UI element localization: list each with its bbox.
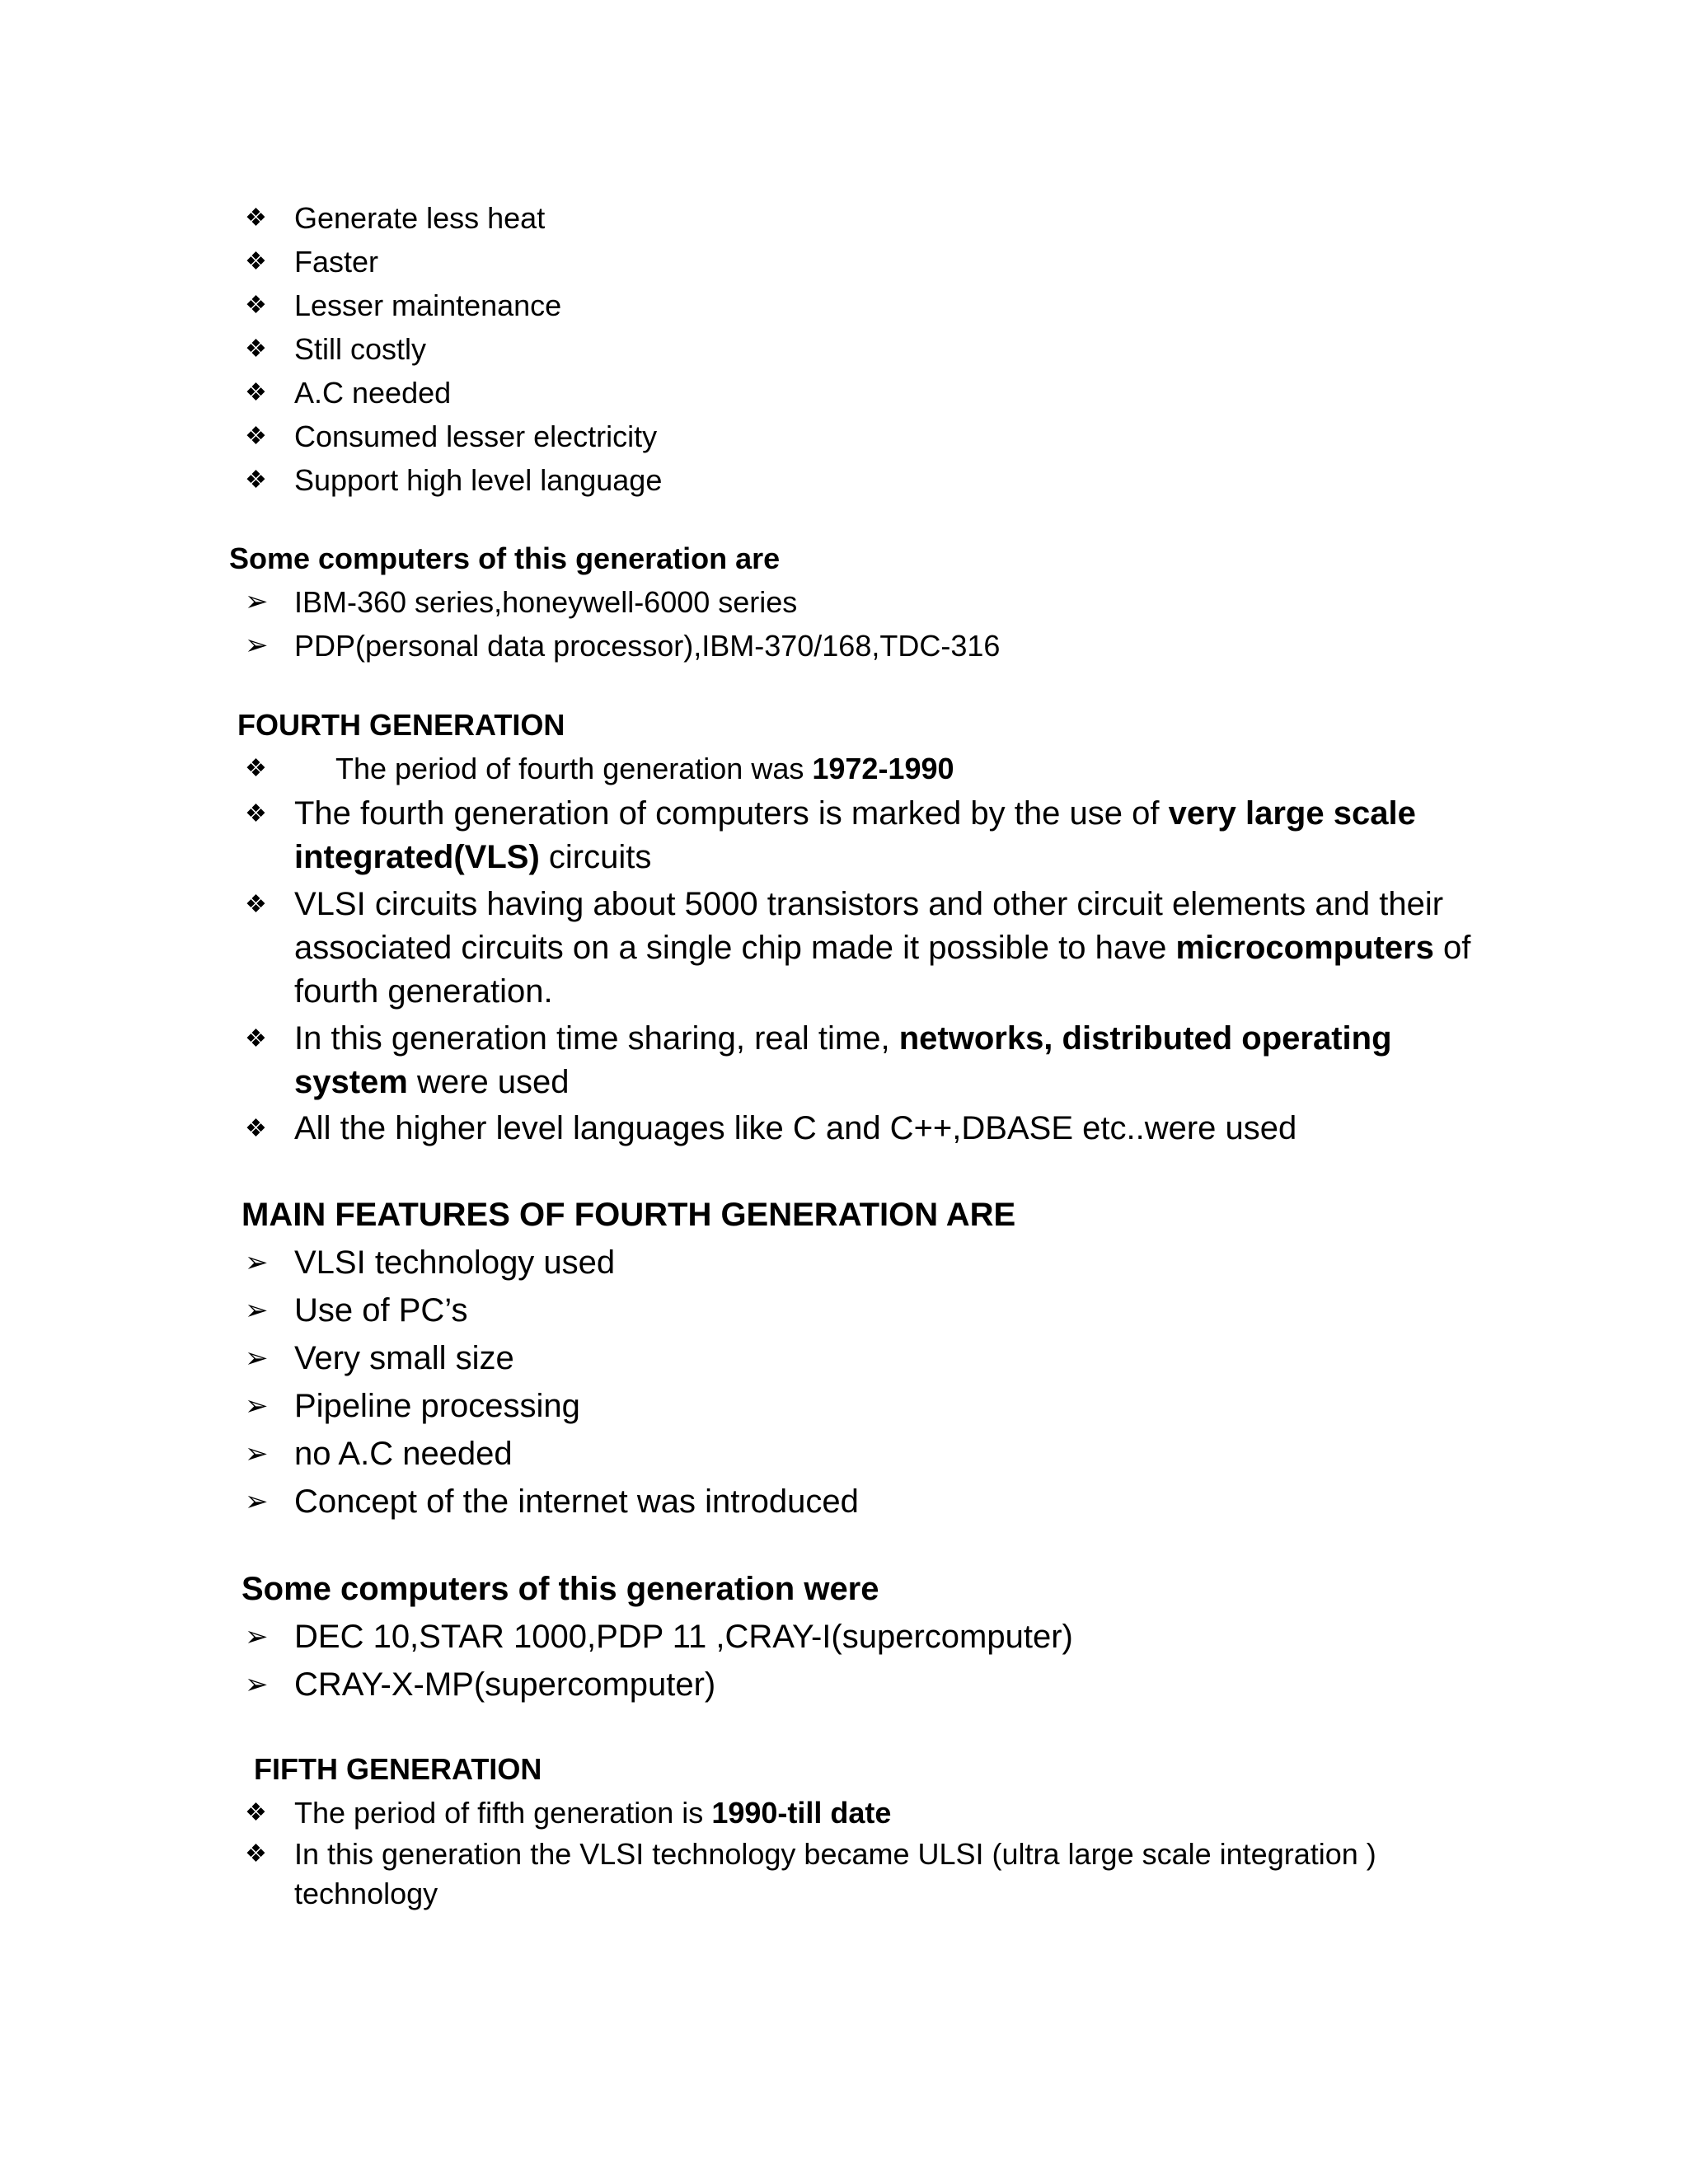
arrow-bullet-icon: ➢ — [245, 1438, 269, 1469]
arrow-bullet-icon: ➢ — [245, 1343, 269, 1374]
diamond-bullet-icon: ❖ — [245, 800, 267, 827]
list-item-text: In this generation the VLSI technology became ULSI (ultra large scale integration ) technology — [294, 1837, 1376, 1910]
list-item-text: DEC 10,STAR 1000,PDP 11 ,CRAY-I(supercomputer) — [294, 1619, 1073, 1655]
diamond-bullet-icon: ❖ — [245, 891, 267, 918]
fourth-computers-list — [245, 1615, 1564, 1714]
diamond-bullet-icon: ❖ — [245, 1840, 267, 1868]
list-item-text: Still costly — [294, 332, 427, 366]
list-item-text: Pipeline processing — [294, 1388, 580, 1424]
diamond-bullet-icon: ❖ — [245, 1799, 267, 1826]
diamond-bullet-icon: ❖ — [245, 248, 267, 275]
arrow-bullet-icon: ➢ — [245, 630, 269, 661]
list-item-text: The period of fourth generation was 1972-1990 — [335, 752, 954, 785]
section-heading: Some computers of this generation were — [241, 1571, 879, 1607]
list-item-text: Faster — [294, 245, 379, 279]
diamond-bullet-icon: ❖ — [245, 292, 267, 319]
list-item-text: The period of fifth generation is 1990-till date — [294, 1796, 892, 1830]
computers-list — [245, 580, 1564, 671]
diamond-bullet-icon: ❖ — [245, 379, 267, 406]
section-heading: FOURTH GENERATION — [237, 708, 565, 742]
list-item-text: Consumed lesser electricity — [294, 419, 658, 453]
diamond-bullet-icon: ❖ — [245, 335, 267, 363]
list-item-text: PDP(personal data processor),IBM-370/168,TDC-316 — [294, 629, 1001, 663]
list-item-text: Lesser maintenance — [294, 288, 562, 322]
diamond-bullet-icon: ❖ — [245, 423, 267, 450]
arrow-bullet-icon: ➢ — [245, 1486, 269, 1517]
arrow-bullet-icon: ➢ — [245, 1295, 269, 1326]
diamond-bullet-icon: ❖ — [245, 755, 267, 782]
list-item-text: CRAY-X-MP(supercomputer) — [294, 1666, 716, 1703]
fourth-generation-list — [245, 747, 1564, 1151]
diamond-bullet-icon: ❖ — [245, 204, 267, 232]
list-item-text: In this generation time sharing, real time, networks, distributed operating system were used — [294, 1020, 1392, 1100]
diamond-bullet-icon: ❖ — [245, 466, 267, 494]
features-list — [245, 196, 1564, 505]
arrow-bullet-icon: ➢ — [245, 1669, 269, 1700]
section-heading: Some computers of this generation are — [229, 541, 781, 575]
arrow-bullet-icon: ➢ — [245, 1621, 269, 1652]
section-heading: FIFTH GENERATION — [254, 1752, 542, 1786]
fifth-generation-list — [245, 1791, 1564, 1931]
list-item-text: Generate less heat — [294, 201, 546, 235]
arrow-bullet-icon: ➢ — [245, 586, 269, 617]
arrow-bullet-icon: ➢ — [245, 1390, 269, 1422]
diamond-bullet-icon: ❖ — [245, 1025, 267, 1052]
list-item-text: Use of PC’s — [294, 1292, 468, 1329]
list-item-text: Very small size — [294, 1340, 514, 1376]
list-item-text: A.C needed — [294, 376, 452, 410]
list-item-text: All the higher level languages like C and C++,DBASE etc..were used — [294, 1110, 1297, 1146]
list-item-text: Concept of the internet was introduced — [294, 1483, 859, 1520]
list-item-text: IBM-360 series,honeywell-6000 series — [294, 585, 798, 619]
arrow-bullet-icon: ➢ — [245, 1247, 269, 1278]
list-item-text: The fourth generation of computers is marked by the use of very large scale integrated(VLS) circuits — [294, 795, 1416, 875]
diamond-bullet-icon: ❖ — [245, 1115, 267, 1142]
list-item-text: VLSI technology used — [294, 1244, 616, 1281]
list-item-text: no A.C needed — [294, 1436, 513, 1472]
section-heading: MAIN FEATURES OF FOURTH GENERATION ARE — [241, 1197, 1016, 1233]
list-item-text: VLSI circuits having about 5000 transistors and other circuit elements and their associated circuits on a single chip made it possible to have microcomputers of fourth generation. — [294, 886, 1471, 1010]
list-item-text: Support high level language — [294, 463, 663, 497]
fourth-features-list — [245, 1241, 1564, 1538]
